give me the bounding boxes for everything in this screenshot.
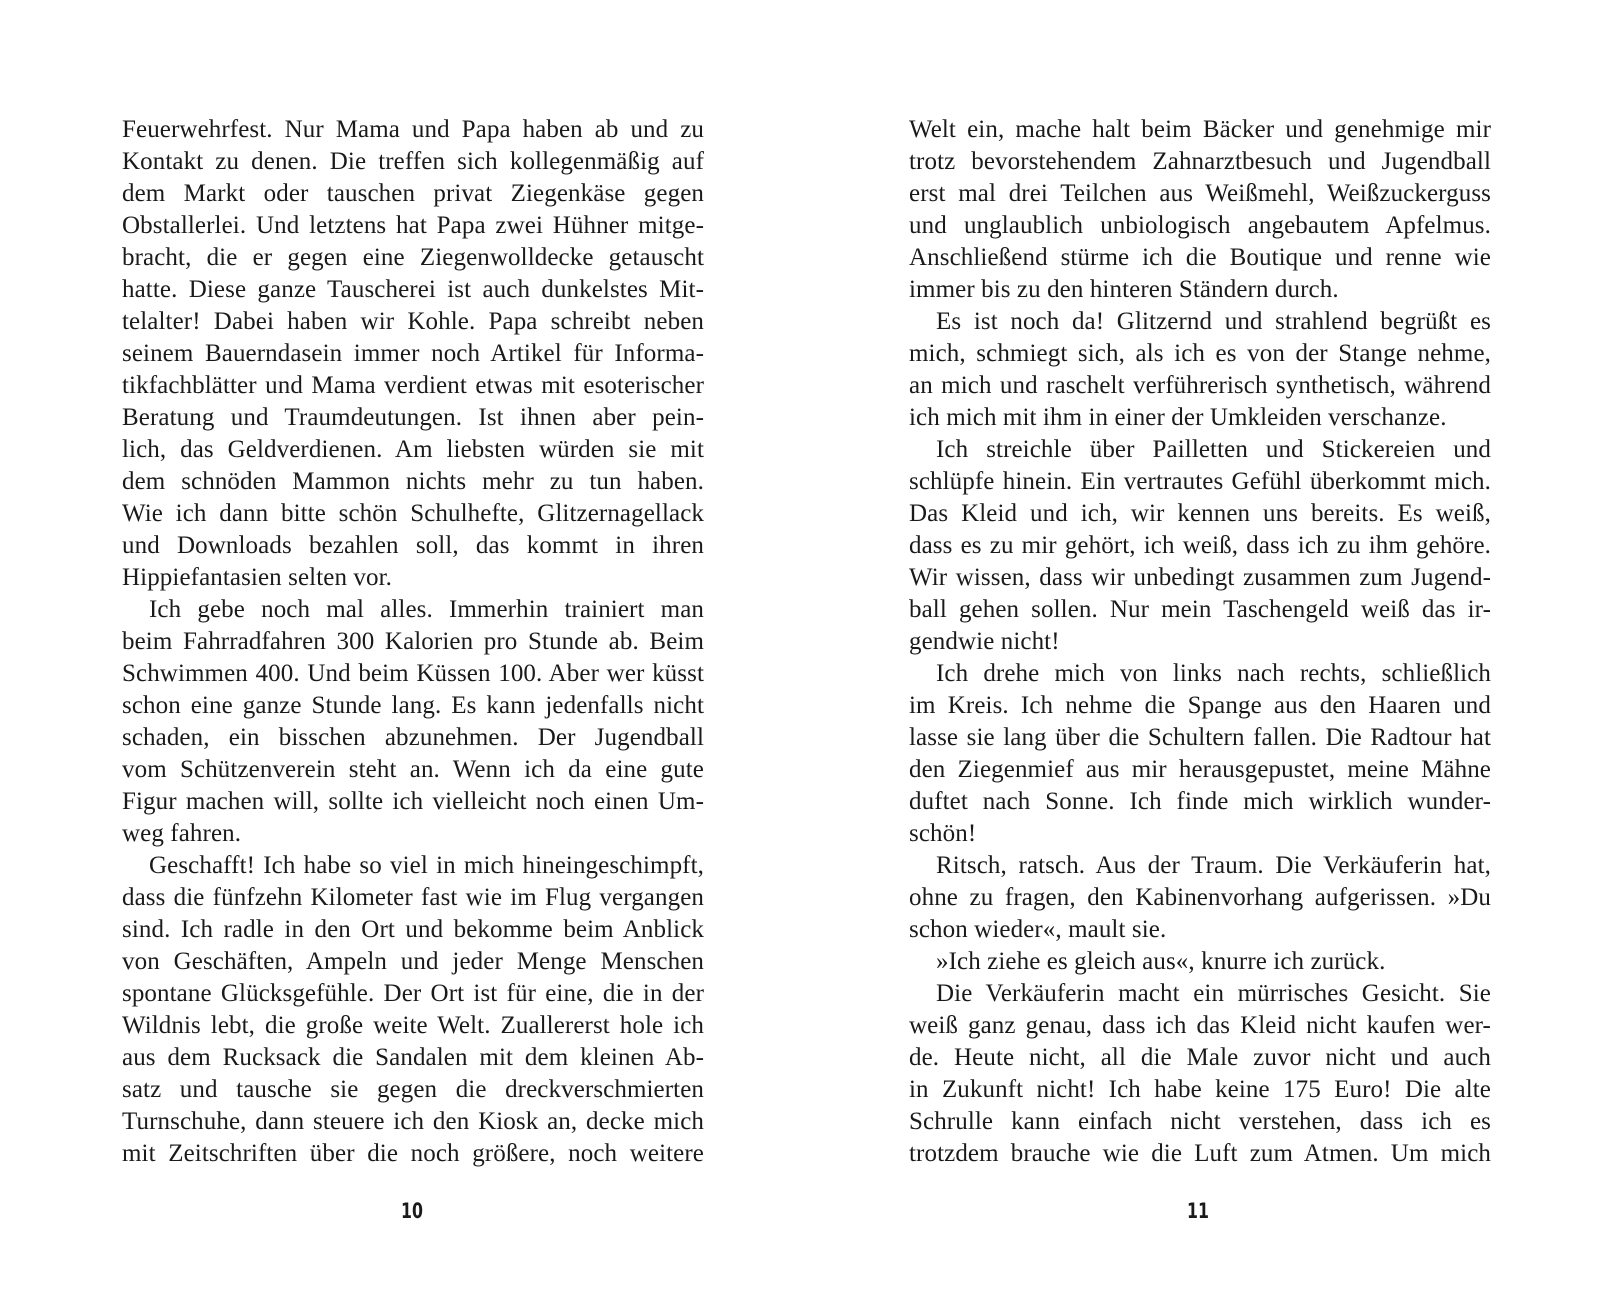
right-page-number: 11: [1187, 1199, 1209, 1223]
text-line: spontane Glücksgefühle. Der Ort ist für eine, die in der: [122, 980, 704, 1007]
left-page-number: 10: [401, 1199, 423, 1223]
text-line: beim Fahrradfahren 300 Kalorien pro Stunde ab. Beim: [122, 628, 704, 655]
text-line: Obstallerlei. Und letztens hat Papa zwei Hühner mitge-: [122, 212, 704, 239]
text-line: »Ich ziehe es gleich aus«, knurre ich zurück.: [936, 948, 1386, 975]
text-line: Wie ich dann bitte schön Schulhefte, Glitzernagellack: [122, 500, 704, 527]
text-line: von Geschäften, Ampeln und jeder Menge Menschen: [122, 948, 704, 975]
text-line: Das Kleid und ich, wir kennen uns bereits. Es weiß,: [909, 500, 1491, 527]
text-line: in Zukunft nicht! Ich habe keine 175 Euro! Die alte: [909, 1076, 1491, 1103]
text-line: Wir wissen, dass wir unbedingt zusammen zum Jugend-: [909, 564, 1491, 591]
text-line: de. Heute nicht, all die Male zuvor nicht und auch: [909, 1044, 1491, 1071]
text-line: Schwimmen 400. Und beim Küssen 100. Aber wer küsst: [122, 660, 704, 687]
text-line: gendwie nicht!: [909, 628, 1060, 655]
text-line: dass die fünfzehn Kilometer fast wie im Flug vergangen: [122, 884, 704, 911]
text-line: Anschließend stürme ich die Boutique und renne wie: [909, 244, 1491, 271]
text-line: und unglaublich unbiologisch angebautem Apfelmus.: [909, 212, 1491, 239]
text-line: vom Schützenverein steht an. Wenn ich da eine gute: [122, 756, 704, 783]
text-line: Figur machen will, sollte ich vielleicht noch einen Um-: [122, 788, 704, 815]
text-line: Welt ein, mache halt beim Bäcker und genehmige mir: [909, 116, 1491, 143]
text-line: tikfachblätter und Mama verdient etwas mit esoterischer: [122, 372, 704, 399]
text-line: lich, das Geldverdienen. Am liebsten würden sie mit: [122, 436, 704, 463]
text-line: Kontakt zu denen. Die treffen sich kollegenmäßig auf: [122, 148, 704, 175]
text-line: schlüpfe hinein. Ein vertrautes Gefühl überkommt mich.: [909, 468, 1491, 495]
text-line: sind. Ich radle in den Ort und bekomme beim Anblick: [122, 916, 704, 943]
text-line: Ritsch, ratsch. Aus der Traum. Die Verkäuferin hat,: [936, 852, 1491, 879]
text-line: trotzdem brauche wie die Luft zum Atmen. Um mich: [909, 1140, 1491, 1167]
text-line: den Ziegenmief aus mir herausgepustet, meine Mähne: [909, 756, 1491, 783]
text-line: im Kreis. Ich nehme die Spange aus den Haaren und: [909, 692, 1491, 719]
text-line: hatte. Diese ganze Tauscherei ist auch dunkelstes Mit-: [122, 276, 704, 303]
text-line: Es ist noch da! Glitzernd und strahlend begrüßt es: [936, 308, 1491, 335]
text-line: Hippiefantasien selten vor.: [122, 564, 392, 591]
text-line: Ich gebe noch mal alles. Immerhin trainiert man: [149, 596, 704, 623]
text-line: Wildnis lebt, die große weite Welt. Zuallererst hole ich: [122, 1012, 704, 1039]
text-line: immer bis zu den hinteren Ständern durch.: [909, 276, 1339, 303]
text-line: erst mal drei Teilchen aus Weißmehl, Weißzuckerguss: [909, 180, 1491, 207]
text-line: weg fahren.: [122, 820, 242, 847]
text-line: ohne zu fragen, den Kabinenvorhang aufgerissen. »Du: [909, 884, 1491, 911]
left-page-text: [122, 114, 704, 1170]
text-line: lasse sie lang über die Schultern fallen. Die Radtour hat: [909, 724, 1491, 751]
text-line: Turnschuhe, dann steuere ich den Kiosk an, decke mich: [122, 1108, 704, 1135]
text-line: satz und tausche sie gegen die dreckverschmierten: [122, 1076, 704, 1103]
right-page-text: [909, 114, 1491, 1170]
text-line: bracht, die er gegen eine Ziegenwolldecke getauscht: [122, 244, 704, 271]
text-line: an mich und raschelt verführerisch synthetisch, während: [909, 372, 1491, 399]
text-line: schön!: [909, 820, 977, 847]
text-line: Geschafft! Ich habe so viel in mich hineingeschimpft,: [149, 852, 704, 879]
text-line: dass es zu mir gehört, ich weiß, dass ich zu ihm gehöre.: [909, 532, 1491, 559]
text-line: schon wieder«, mault sie.: [909, 916, 1167, 943]
text-line: schaden, ein bisschen abzunehmen. Der Jugendball: [122, 724, 704, 751]
text-line: schon eine ganze Stunde lang. Es kann jedenfalls nicht: [122, 692, 704, 719]
text-line: dem Markt oder tauschen privat Ziegenkäse gegen: [122, 180, 704, 207]
text-line: seinem Bauerndasein immer noch Artikel für Informa-: [122, 340, 704, 367]
text-line: Ich streichle über Pailletten und Stickereien und: [936, 436, 1491, 463]
text-line: duftet nach Sonne. Ich finde mich wirklich wunder-: [909, 788, 1491, 815]
text-line: mit Zeitschriften über die noch größere, noch weitere: [122, 1140, 704, 1167]
text-line: mich, schmiegt sich, als ich es von der Stange nehme,: [909, 340, 1491, 367]
right-page: [800, 0, 1600, 1313]
text-line: und Downloads bezahlen soll, das kommt in ihren: [122, 532, 704, 559]
text-line: ich mich mit ihm in einer der Umkleiden verschanze.: [909, 404, 1447, 431]
text-line: aus dem Rucksack die Sandalen mit dem kleinen Ab-: [122, 1044, 704, 1071]
text-line: Ich drehe mich von links nach rechts, schließlich: [936, 660, 1491, 687]
text-line: weiß ganz genau, dass ich das Kleid nicht kaufen wer-: [909, 1012, 1491, 1039]
text-line: dem schnöden Mammon nichts mehr zu tun haben.: [122, 468, 704, 495]
text-line: ball gehen sollen. Nur mein Taschengeld weiß das ir-: [909, 596, 1491, 623]
text-line: Beratung und Traumdeutungen. Ist ihnen aber pein-: [122, 404, 704, 431]
text-line: Die Verkäuferin macht ein mürrisches Gesicht. Sie: [936, 980, 1491, 1007]
text-line: Feuerwehrfest. Nur Mama und Papa haben ab und zu: [122, 116, 704, 143]
text-line: trotz bevorstehendem Zahnarztbesuch und Jugendball: [909, 148, 1491, 175]
text-line: Schrulle kann einfach nicht verstehen, dass ich es: [909, 1108, 1491, 1135]
text-line: telalter! Dabei haben wir Kohle. Papa schreibt neben: [122, 308, 704, 335]
